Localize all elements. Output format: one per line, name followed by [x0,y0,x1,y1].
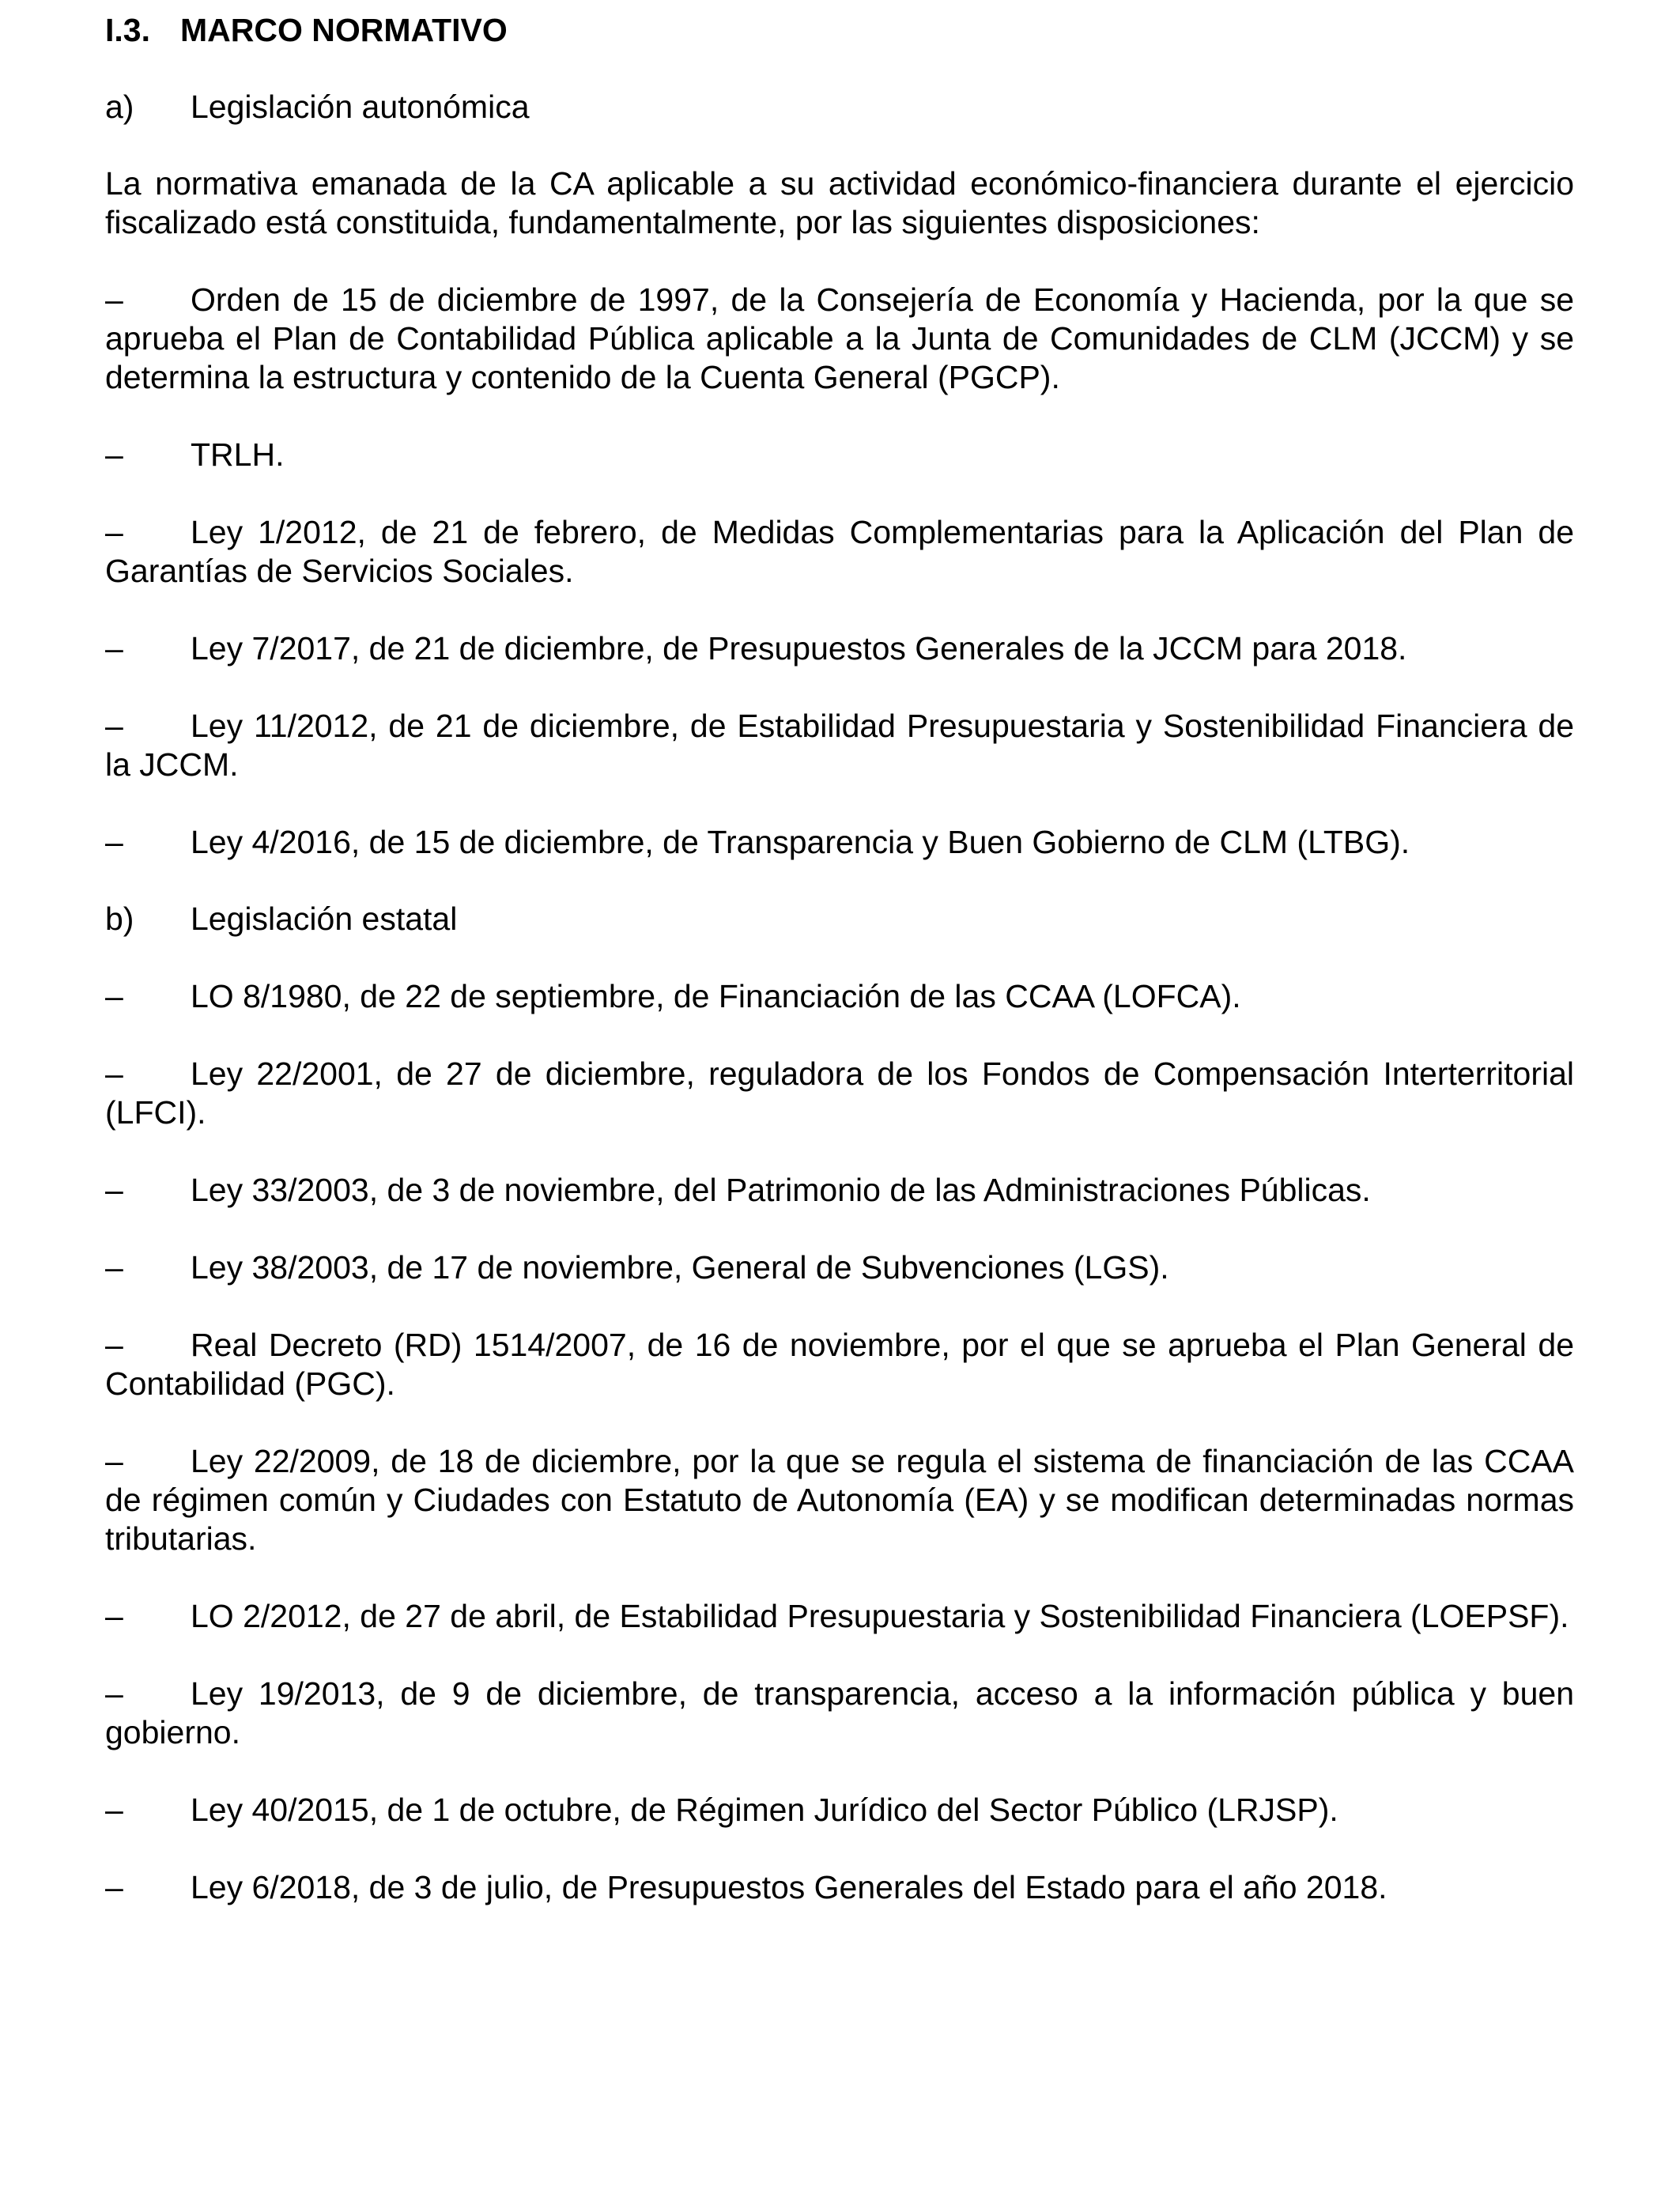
dash-bullet: – [105,1055,123,1092]
document-page [105,11,1574,1907]
list-item [105,281,1574,397]
subsection-letter: b) [105,901,134,937]
section-heading [105,11,1574,50]
item-text: Ley 1/2012, de 21 de febrero, de Medidas Complementarias para la Aplicación del Plan de Garantías de Servicios Sociales. [105,514,1574,589]
list-item [105,1248,1574,1287]
intro-paragraph: La normativa emanada de la CA aplicable a su actividad económico-financiera durante el ejercicio fiscalizado está constituida, fundamentalmente, por las siguientes disposiciones: [105,165,1574,240]
dash-bullet: – [105,281,123,318]
item-text: Real Decreto (RD) 1514/2007, de 16 de noviembre, por el que se aprueba el Plan General de Contabilidad (PGC). [105,1327,1574,1402]
list-item [105,823,1574,862]
dash-bullet: – [105,514,123,550]
dash-bullet: – [105,1327,123,1363]
dash-bullet: – [105,1792,123,1828]
list-item [105,1791,1574,1830]
dash-bullet: – [105,1249,123,1286]
item-text: Ley 38/2003, de 17 de noviembre, General de Subvenciones (LGS). [191,1249,1169,1286]
autonomica-list [105,281,1574,862]
dash-bullet: – [105,1443,123,1479]
section-title: MARCO NORMATIVO [180,12,508,48]
dash-bullet: – [105,630,123,667]
item-text: Ley 6/2018, de 3 de julio, de Presupuestos Generales del Estado para el año 2018. [191,1869,1387,1905]
item-text: Ley 7/2017, de 21 de diciembre, de Presupuestos Generales de la JCCM para 2018. [191,630,1407,667]
list-item [105,1868,1574,1907]
dash-bullet: – [105,1172,123,1208]
dash-bullet: – [105,1869,123,1905]
subsection-title: Legislación autonómica [191,89,530,125]
subsection-autonomica-heading [105,88,1574,127]
list-item [105,707,1574,784]
list-item [105,977,1574,1016]
subsection-letter: a) [105,89,134,125]
list-item [105,1675,1574,1752]
dash-bullet: – [105,708,123,744]
list-item [105,629,1574,668]
item-text: Ley 11/2012, de 21 de diciembre, de Estabilidad Presupuestaria y Sostenibilidad Financiera de la JCCM. [105,708,1574,783]
item-text: Ley 22/2009, de 18 de diciembre, por la que se regula el sistema de financiación de las CCAA de régimen común y Ciudades con Estatuto de Autonomía (EA) y se modifican determinadas normas tributarias. [105,1443,1574,1557]
dash-bullet: – [105,1675,123,1712]
item-text: Ley 4/2016, de 15 de diciembre, de Transparencia y Buen Gobierno de CLM (LTBG). [191,824,1410,860]
section-number: I.3. [105,12,150,48]
item-text: TRLH. [191,436,285,473]
item-text: LO 8/1980, de 22 de septiembre, de Financiación de las CCAA (LOFCA). [191,978,1241,1014]
subsection-estatal-heading [105,900,1574,938]
list-item [105,436,1574,474]
list-item [105,1055,1574,1132]
estatal-list [105,977,1574,1907]
list-item [105,513,1574,591]
list-item [105,1442,1574,1558]
item-text: Orden de 15 de diciembre de 1997, de la Consejería de Economía y Hacienda, por la que se aprueba el Plan de Contabilidad Pública aplicable a la Junta de Comunidades de CLM (JCCM) y se determina la estructura y contenido de la Cuenta General (PGCP). [105,281,1574,395]
dash-bullet: – [105,1598,123,1634]
item-text: Ley 40/2015, de 1 de octubre, de Régimen Jurídico del Sector Público (LRJSP). [191,1792,1338,1828]
dash-bullet: – [105,824,123,860]
dash-bullet: – [105,436,123,473]
item-text: LO 2/2012, de 27 de abril, de Estabilidad Presupuestaria y Sostenibilidad Financiera (LOEPSF). [191,1598,1569,1634]
subsection-title: Legislación estatal [191,901,458,937]
list-item [105,1171,1574,1210]
item-text: Ley 33/2003, de 3 de noviembre, del Patrimonio de las Administraciones Públicas. [191,1172,1371,1208]
list-item [105,1326,1574,1403]
item-text: Ley 19/2013, de 9 de diciembre, de transparencia, acceso a la información pública y buen gobierno. [105,1675,1574,1750]
item-text: Ley 22/2001, de 27 de diciembre, reguladora de los Fondos de Compensación Interterritorial (LFCI). [105,1055,1574,1131]
dash-bullet: – [105,978,123,1014]
list-item [105,1597,1574,1636]
